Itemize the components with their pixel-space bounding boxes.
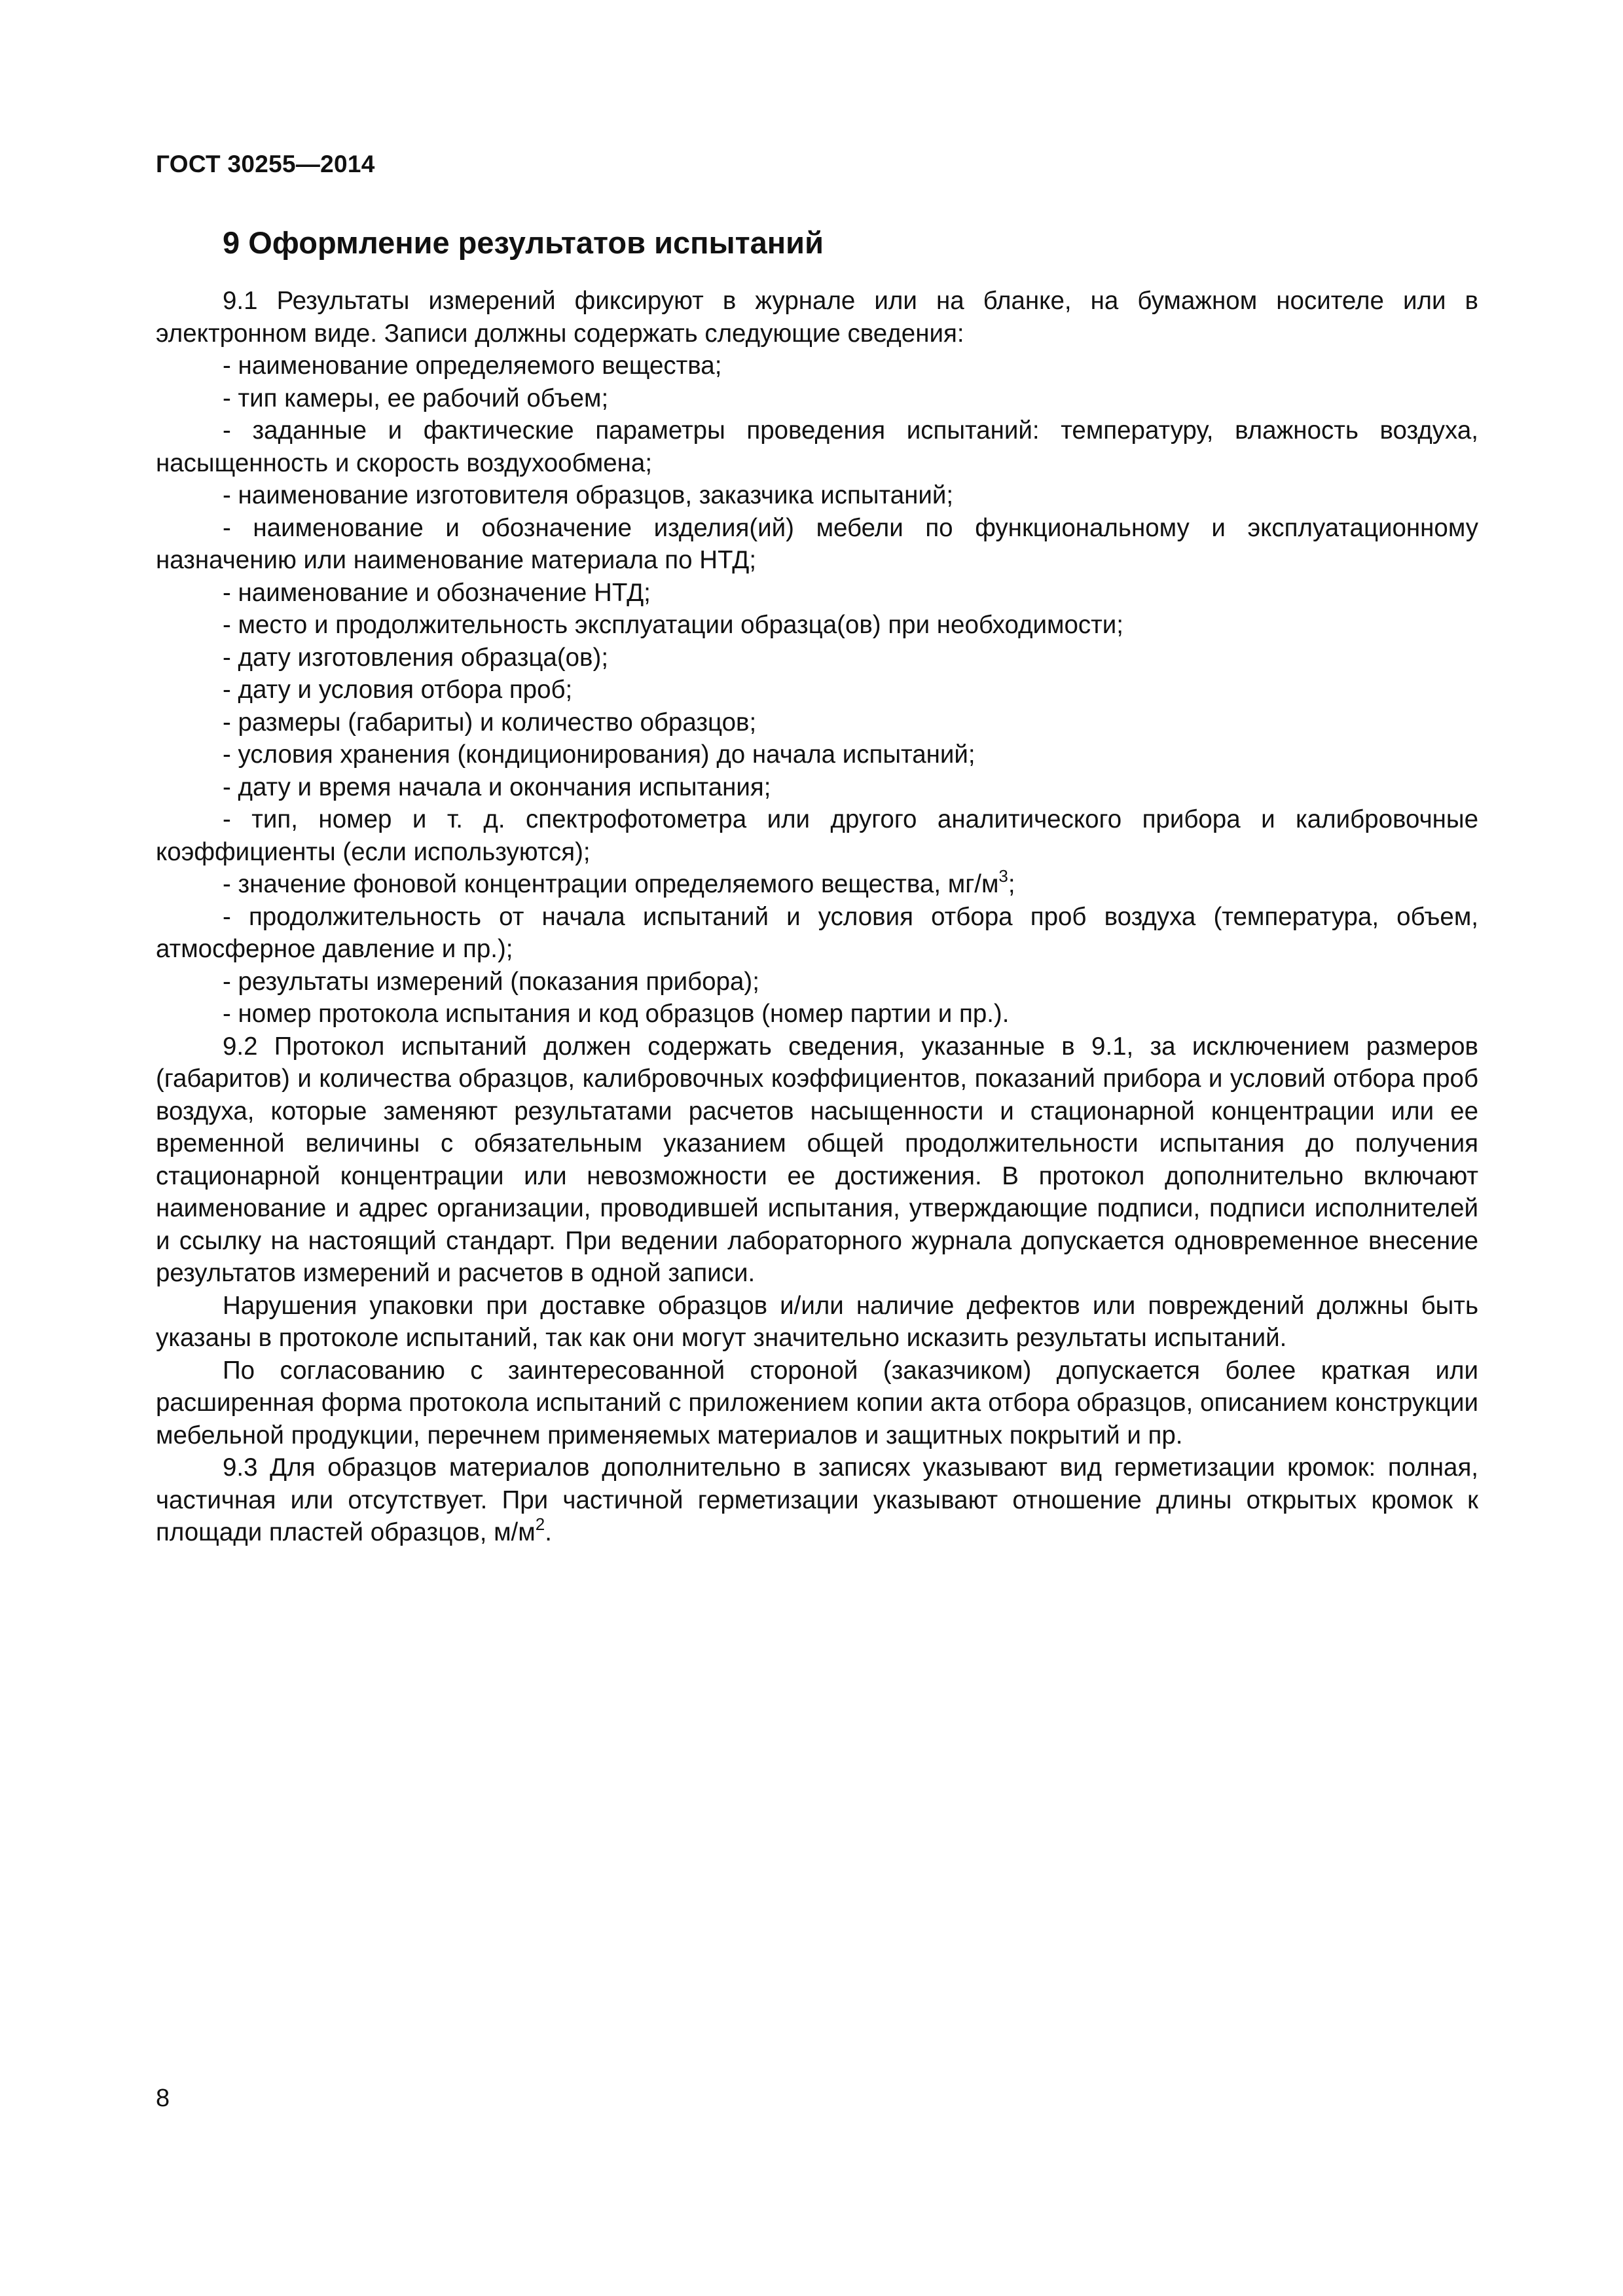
list-item: - номер протокола испытания и код образцов (номер партии и пр.). xyxy=(223,1000,1010,1028)
p9-3-end: . xyxy=(545,1518,552,1546)
document-header: ГОСТ 30255—2014 xyxy=(156,151,375,177)
list-item: - наименование и обозначение изделия(ий) мебели по функциональному и эксплуатационному назначению или наименование материала по НТД; xyxy=(156,513,1478,574)
page-number: 8 xyxy=(156,2085,170,2112)
section-title: 9 Оформление результатов испытаний xyxy=(223,225,824,260)
list-item: - тип камеры, ее рабочий объем; xyxy=(223,384,609,412)
list-item: - место и продолжительность эксплуатации образца(ов) при необходимости; xyxy=(223,611,1123,639)
paragraph-9-3 xyxy=(156,1451,1478,1549)
paragraph-agreement: По согласованию с заинтересованной стороной (заказчиком) допускается более краткая или расширенная форма протокола испытаний с приложением копии акта отбора образцов, описанием конструкции мебельной продукции, перечнем применяемых материалов и защитных покрытий и пр. xyxy=(156,1356,1478,1449)
paragraph-violations: Нарушения упаковки при доставке образцов и/или наличие дефектов или повреждений должны быть указаны в протоколе испытаний, так как они могут значительно исказить результаты испытаний. xyxy=(156,1291,1478,1352)
list-item: - заданные и фактические параметры проведения испытаний: температуру, влажность воздуха, насыщенность и скорость воздухообмена; xyxy=(156,416,1478,477)
list-item: - результаты измерений (показания прибора); xyxy=(223,967,759,996)
list-item: - тип, номер и т. д. спектрофотометра или другого аналитического прибора и калибровочные коэффициенты (если используются); xyxy=(156,805,1478,866)
list-item: - продолжительность от начала испытаний и условия отбора проб воздуха (температура, объем, атмосферное давление и пр.); xyxy=(156,902,1478,963)
p9-3-text: 9.3 Для образцов материалов дополнительно в записях указывают вид герметизации кромок: полная, частичная или отсутствует. При частичной герметизации указывают отношение длины открытых кромок к площади пластей образцов, м/м xyxy=(156,1453,1478,1546)
list-item: - дату и время начала и окончания испытания; xyxy=(223,773,771,801)
bg-conc-end: ; xyxy=(1008,870,1015,898)
list-item: - дату изготовления образца(ов); xyxy=(223,643,609,672)
p9-3-exponent: 2 xyxy=(535,1514,545,1535)
paragraph-9-2: 9.2 Протокол испытаний должен содержать сведения, указанные в 9.1, за исключением размеров (габаритов) и количества образцов, калибровочных коэффициентов, показаний прибора и условий отбора проб воздуха, которые заменяют результатами расчетов насыщенности и стационарной концентрации или ее временной величины с обязательным указанием общей продолжительности испытания до получения стационарной концентрации или невозможности ее достижения. В протокол дополнительно включают наименование и адрес организации, проводившей испытания, утверждающие подписи, подписи исполнителей и ссылку на настоящий стандарт. При ведении лабораторного журнала допускается одновременное внесение результатов измерений и расчетов в одной записи. xyxy=(156,1032,1478,1287)
list-item-background-concentration xyxy=(156,868,1478,901)
list-item: - наименование изготовителя образцов, заказчика испытаний; xyxy=(223,481,954,509)
bg-conc-exponent: 3 xyxy=(998,866,1008,886)
list-item: - наименование определяемого вещества; xyxy=(223,352,722,380)
list-item: - дату и условия отбора проб; xyxy=(223,676,573,704)
list-item: - размеры (габариты) и количество образцов; xyxy=(223,708,757,737)
paragraph-9-1-intro: 9.1 Результаты измерений фиксируют в журнале или на бланке, на бумажном носителе или в электронном виде. Записи должны содержать следующие сведения: xyxy=(156,287,1478,348)
bg-conc-text: - значение фоновой концентрации определяемого вещества, мг/м xyxy=(223,870,999,898)
document-body xyxy=(156,285,1478,1549)
list-item: - наименование и обозначение НТД; xyxy=(223,578,651,607)
list-item: - условия хранения (кондиционирования) до начала испытаний; xyxy=(223,740,976,769)
